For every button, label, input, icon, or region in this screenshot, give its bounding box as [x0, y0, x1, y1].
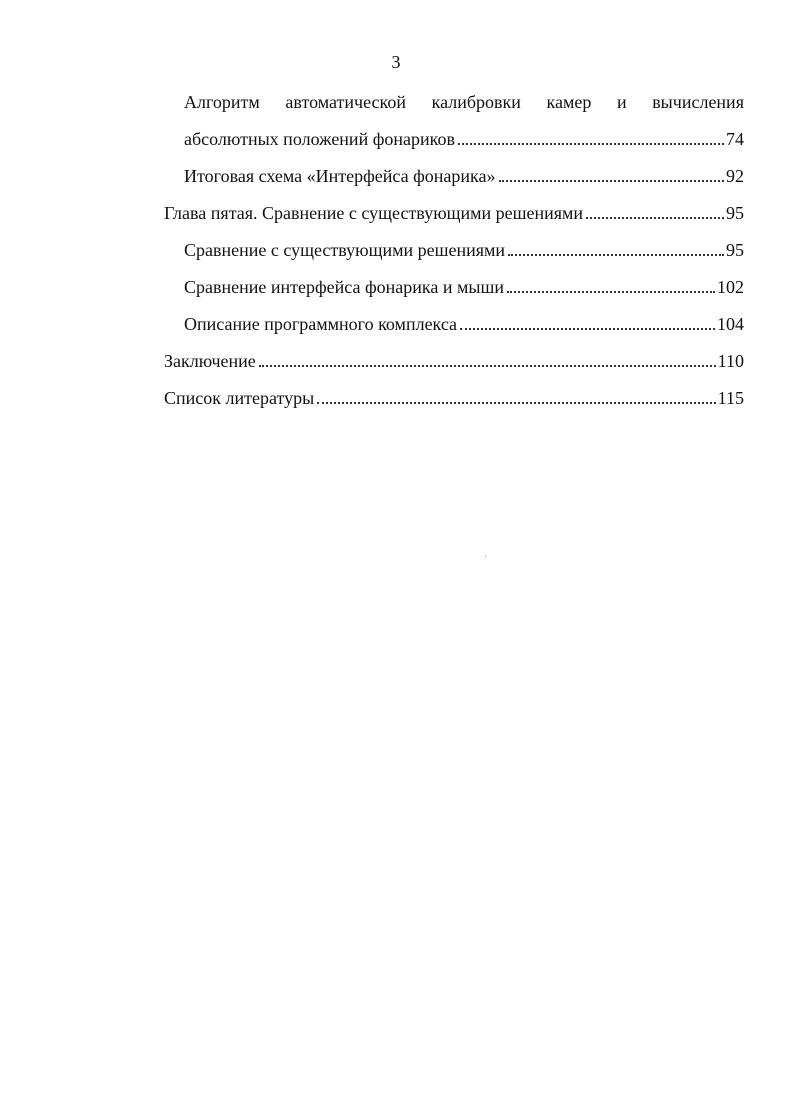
toc-entry-title: Список литературы [164, 388, 315, 408]
toc-entry [184, 90, 744, 151]
dot-leader [507, 291, 715, 293]
dot-leader [508, 254, 724, 256]
toc-page-number: 115 [717, 388, 744, 408]
toc-entry-title: Глава пятая. Сравнение с существующими решениями [164, 203, 584, 223]
table-of-contents [164, 90, 744, 410]
dot-leader [259, 365, 716, 367]
toc-entry-title: Описание программного комплекса [184, 314, 458, 334]
toc-entry [184, 164, 744, 188]
page-number: 3 [391, 52, 401, 72]
scan-speck [485, 556, 486, 557]
dot-leader [499, 180, 725, 182]
toc-entry [184, 312, 744, 336]
dot-leader [460, 328, 715, 330]
toc-entry-title: Заключение [164, 351, 256, 371]
toc-entry [184, 238, 744, 262]
toc-entry-title: Итоговая схема «Интерфейса фонарика» [184, 166, 496, 186]
dot-leader [458, 143, 724, 145]
toc-entry-title-line1 [184, 90, 744, 114]
toc-page-number: 74 [726, 129, 744, 149]
toc-word: камер [546, 92, 592, 112]
toc-entry-chapter [164, 386, 744, 410]
toc-entry [184, 275, 744, 299]
dot-leader [586, 217, 724, 219]
toc-word: и [616, 92, 627, 112]
toc-word: вычисления [652, 92, 744, 112]
toc-word: автоматической [285, 92, 406, 112]
toc-page-number: 110 [717, 351, 744, 371]
toc-entry-title-line2: абсолютных положений фонариков [184, 129, 455, 149]
toc-entry-title: Сравнение с существующими решениями [184, 240, 506, 260]
toc-entry-chapter [164, 349, 744, 373]
toc-page-number: 95 [726, 203, 744, 223]
toc-entry-chapter [164, 201, 744, 225]
toc-word: калибровки [431, 92, 521, 112]
toc-page-number: 95 [726, 240, 744, 260]
dot-leader [317, 402, 715, 404]
toc-page-number: 104 [717, 314, 744, 334]
toc-word: Алгоритм [184, 92, 260, 112]
toc-page-number: 102 [717, 277, 744, 297]
toc-entry-title: Сравнение интерфейса фонарика и мыши [184, 277, 504, 297]
toc-page-number: 92 [726, 166, 744, 186]
